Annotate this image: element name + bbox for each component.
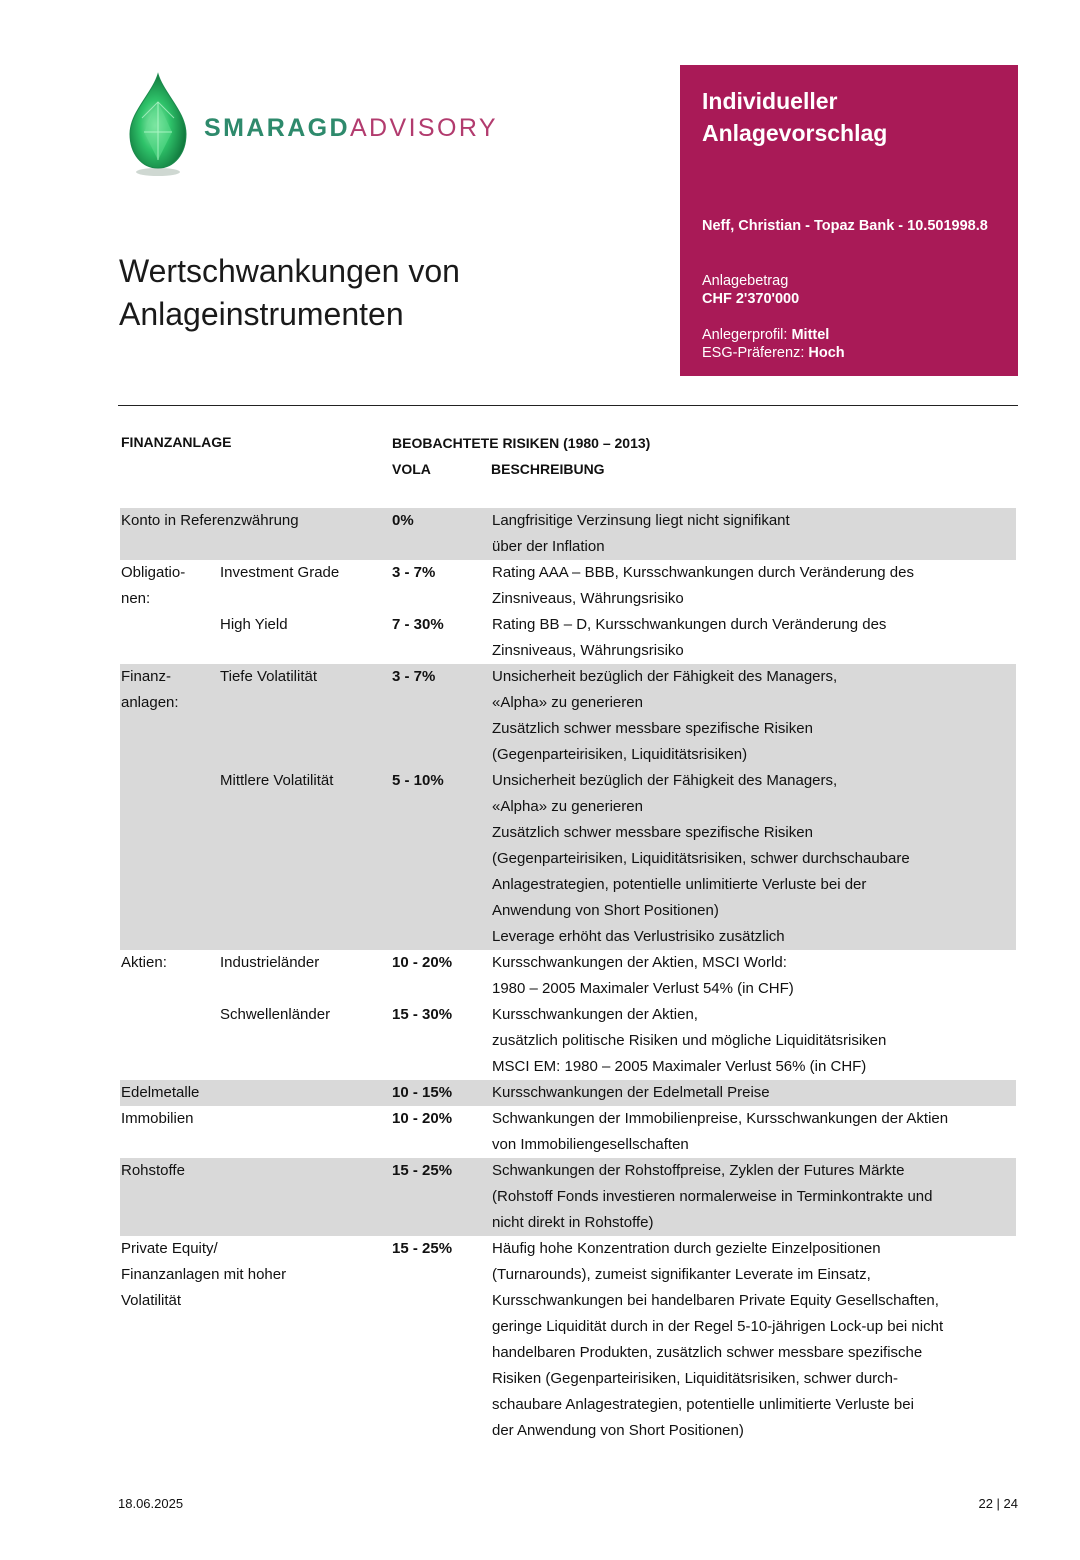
description-cell-line: nicht direkt in Rohstoffe) xyxy=(492,1214,654,1231)
description-cell-line: Anlagestrategien, potentielle unlimitierte Verluste bei der xyxy=(492,876,867,893)
asset-class-cell-line: nen: xyxy=(121,590,151,607)
table-row xyxy=(120,1002,1016,1080)
description-cell-line: (Rohstoff Fonds investieren normalerweise in Terminkontrakte und xyxy=(492,1188,933,1205)
investment-amount xyxy=(702,272,799,308)
esg-label: ESG-Präferenz: xyxy=(702,345,805,361)
esg-value: Hoch xyxy=(808,345,845,361)
description-cell-line: Zusätzlich schwer messbare spezifische Risiken xyxy=(492,720,813,737)
sub-class-cell xyxy=(220,1002,330,1028)
proposal-title-line: Anlagevorschlag xyxy=(702,120,888,146)
description-cell xyxy=(492,612,886,664)
asset-class-cell-line: Obligatio- xyxy=(121,564,186,581)
asset-class-cell xyxy=(121,1080,199,1106)
description-cell-line: Kursschwankungen bei handelbaren Private Equity Gesellschaften, xyxy=(492,1292,939,1309)
vola-cell: 5 - 10% xyxy=(392,772,444,789)
description-cell-line: Risiken (Gegenparteirisiken, Liquiditätsrisiken, schwer durch- xyxy=(492,1370,899,1387)
vola-cell: 7 - 30% xyxy=(392,616,444,633)
description-cell-line: Unsicherheit bezüglich der Fähigkeit des Managers, xyxy=(492,668,838,685)
sub-class-cell-line: Mittlere Volatilität xyxy=(220,772,334,789)
description-cell-line: Schwankungen der Rohstoffpreise, Zyklen der Futures Märkte xyxy=(492,1162,905,1179)
description-cell-line: Rating BB – D, Kursschwankungen durch Veränderung des xyxy=(492,616,887,633)
sub-class-cell xyxy=(220,768,333,794)
footer-page-number: 22 | 24 xyxy=(978,1496,1018,1511)
vola-cell: 15 - 30% xyxy=(392,1006,453,1023)
table-row xyxy=(120,1106,1016,1158)
table-row xyxy=(120,768,1016,950)
table-row xyxy=(120,1158,1016,1236)
investor-profile xyxy=(702,326,845,362)
description-cell xyxy=(492,560,914,612)
asset-class-cell xyxy=(121,664,179,716)
divider xyxy=(118,405,1018,406)
asset-class-cell xyxy=(121,508,299,534)
proposal-title-line: Individueller xyxy=(702,88,838,114)
asset-class-cell-line: Immobilien xyxy=(121,1110,194,1127)
client-name: Neff, Christian - Topaz Bank - 10.501998.8 xyxy=(702,218,988,234)
proposal-info-box xyxy=(680,65,1018,376)
asset-class-cell xyxy=(121,1106,194,1132)
description-cell-line: handelbaren Produkten, zusätzlich schwer messbare spezifische xyxy=(492,1344,923,1361)
risk-table xyxy=(120,508,1016,1444)
vola-cell: 15 - 25% xyxy=(392,1162,453,1179)
logo-wordmark xyxy=(204,114,498,143)
table-row xyxy=(120,612,1016,664)
description-cell-line: (Gegenparteirisiken, Liquiditätsrisiken) xyxy=(492,746,748,763)
asset-class-cell-line: Rohstoffe xyxy=(121,1162,185,1179)
sub-class-cell-line: Investment Grade xyxy=(220,564,340,581)
description-cell-line: Kursschwankungen der Aktien, MSCI World: xyxy=(492,954,787,971)
page-title-line: Anlageinstrumenten xyxy=(119,296,404,332)
description-cell-line: Häufig hohe Konzentration durch gezielte Einzelpositionen xyxy=(492,1240,881,1257)
description-cell xyxy=(492,768,910,950)
vola-cell: 3 - 7% xyxy=(392,564,436,581)
asset-class-cell-line: Konto in Referenzwährung xyxy=(121,512,299,529)
profile-label: Anlegerprofil: xyxy=(702,327,788,343)
table-row xyxy=(120,950,1016,1002)
asset-class-cell-line: Finanz- xyxy=(121,668,172,685)
description-cell xyxy=(492,1080,770,1106)
table-row xyxy=(120,508,1016,560)
sub-class-cell xyxy=(220,664,317,690)
proposal-title xyxy=(702,85,996,149)
description-cell-line: Rating AAA – BBB, Kursschwankungen durch Veränderung des xyxy=(492,564,914,581)
description-cell xyxy=(492,1158,933,1236)
sub-class-cell-line: Industrieländer xyxy=(220,954,320,971)
header-description: BESCHREIBUNG xyxy=(491,461,605,477)
sub-class-cell-line: Tiefe Volatilität xyxy=(220,668,317,685)
asset-class-cell xyxy=(121,1158,185,1184)
footer-date: 18.06.2025 xyxy=(118,1496,184,1511)
description-cell xyxy=(492,950,794,1002)
vola-cell: 10 - 20% xyxy=(392,954,453,971)
investment-amount-value: CHF 2'370'000 xyxy=(702,291,800,307)
description-cell-line: Zusätzlich schwer messbare spezifische Risiken xyxy=(492,824,813,841)
description-cell-line: (Turnarounds), zumeist signifikanter Leverate im Einsatz, xyxy=(492,1266,871,1283)
description-cell xyxy=(492,1002,886,1080)
description-cell-line: Langfrisitige Verzinsung liegt nicht signifikant xyxy=(492,512,790,529)
table-row xyxy=(120,664,1016,768)
asset-class-cell-line: Aktien: xyxy=(121,954,167,971)
sub-class-cell xyxy=(220,560,339,586)
logo-text-advisory: ADVISORY xyxy=(349,114,498,142)
asset-class-cell xyxy=(121,950,167,976)
description-cell-line: (Gegenparteirisiken, Liquiditätsrisiken, schwer durchschaubare xyxy=(492,850,910,867)
table-row xyxy=(120,1080,1016,1106)
sub-class-cell xyxy=(220,612,288,638)
vola-cell: 0% xyxy=(392,512,414,529)
emerald-gem-icon xyxy=(122,72,194,180)
description-cell-line: Anwendung von Short Positionen) xyxy=(492,902,719,919)
profile-value: Mittel xyxy=(791,327,830,343)
description-cell-line: Zinsniveaus, Währungsrisiko xyxy=(492,642,684,659)
logo-text-smaragd: SMARAGD xyxy=(204,114,350,142)
company-logo xyxy=(122,72,498,180)
page-title-line: Wertschwankungen von xyxy=(119,253,460,289)
description-cell-line: zusätzlich politische Risiken und mögliche Liquiditätsrisiken xyxy=(492,1032,887,1049)
description-cell xyxy=(492,508,790,560)
sub-class-cell xyxy=(220,950,319,976)
description-cell-line: Unsicherheit bezüglich der Fähigkeit des Managers, xyxy=(492,772,838,789)
description-cell-line: über der Inflation xyxy=(492,538,605,555)
asset-class-cell xyxy=(121,560,185,612)
description-cell-line: «Alpha» zu generieren xyxy=(492,694,643,711)
sub-class-cell-line: High Yield xyxy=(220,616,288,633)
vola-cell: 3 - 7% xyxy=(392,668,436,685)
description-cell-line: schaubare Anlagestrategien, potentielle unlimitierte Verluste bei xyxy=(492,1396,914,1413)
description-cell-line: 1980 – 2005 Maximaler Verlust 54% (in CHF) xyxy=(492,980,794,997)
vola-cell: 15 - 25% xyxy=(392,1240,453,1257)
asset-class-cell-line: Finanzanlagen mit hoher xyxy=(121,1266,287,1283)
page-title xyxy=(119,250,639,336)
description-cell-line: Leverage erhöht das Verlustrisiko zusätzlich xyxy=(492,928,785,945)
asset-class-cell xyxy=(121,1236,286,1314)
description-cell-line: Kursschwankungen der Edelmetall Preise xyxy=(492,1084,770,1101)
vola-cell: 10 - 15% xyxy=(392,1084,453,1101)
header-risk-group: BEOBACHTETE RISIKEN (1980 – 2013) xyxy=(392,435,651,451)
description-cell-line: von Immobiliengesellschaften xyxy=(492,1136,689,1153)
description-cell-line: Kursschwankungen der Aktien, xyxy=(492,1006,698,1023)
header-finanzanlage: FINANZANLAGE xyxy=(121,434,232,450)
description-cell-line: MSCI EM: 1980 – 2005 Maximaler Verlust 56% (in CHF) xyxy=(492,1058,867,1075)
description-cell xyxy=(492,1236,943,1444)
table-row xyxy=(120,1236,1016,1444)
description-cell-line: der Anwendung von Short Positionen) xyxy=(492,1422,744,1439)
description-cell-line: Schwankungen der Immobilienpreise, Kursschwankungen der Aktien xyxy=(492,1110,949,1127)
asset-class-cell-line: Private Equity/ xyxy=(121,1240,218,1257)
description-cell-line: «Alpha» zu generieren xyxy=(492,798,643,815)
description-cell-line: geringe Liquidität durch in der Regel 5-10-jährigen Lock-up bei nicht xyxy=(492,1318,944,1335)
vola-cell: 10 - 20% xyxy=(392,1110,453,1127)
description-cell-line: Zinsniveaus, Währungsrisiko xyxy=(492,590,684,607)
description-cell xyxy=(492,664,837,768)
header-vola: VOLA xyxy=(392,461,431,477)
asset-class-cell-line: Volatilität xyxy=(121,1292,182,1309)
table-row xyxy=(120,560,1016,612)
investment-amount-label: Anlagebetrag xyxy=(702,273,789,289)
asset-class-cell-line: anlagen: xyxy=(121,694,179,711)
description-cell xyxy=(492,1106,948,1158)
asset-class-cell-line: Edelmetalle xyxy=(121,1084,200,1101)
sub-class-cell-line: Schwellenländer xyxy=(220,1006,331,1023)
